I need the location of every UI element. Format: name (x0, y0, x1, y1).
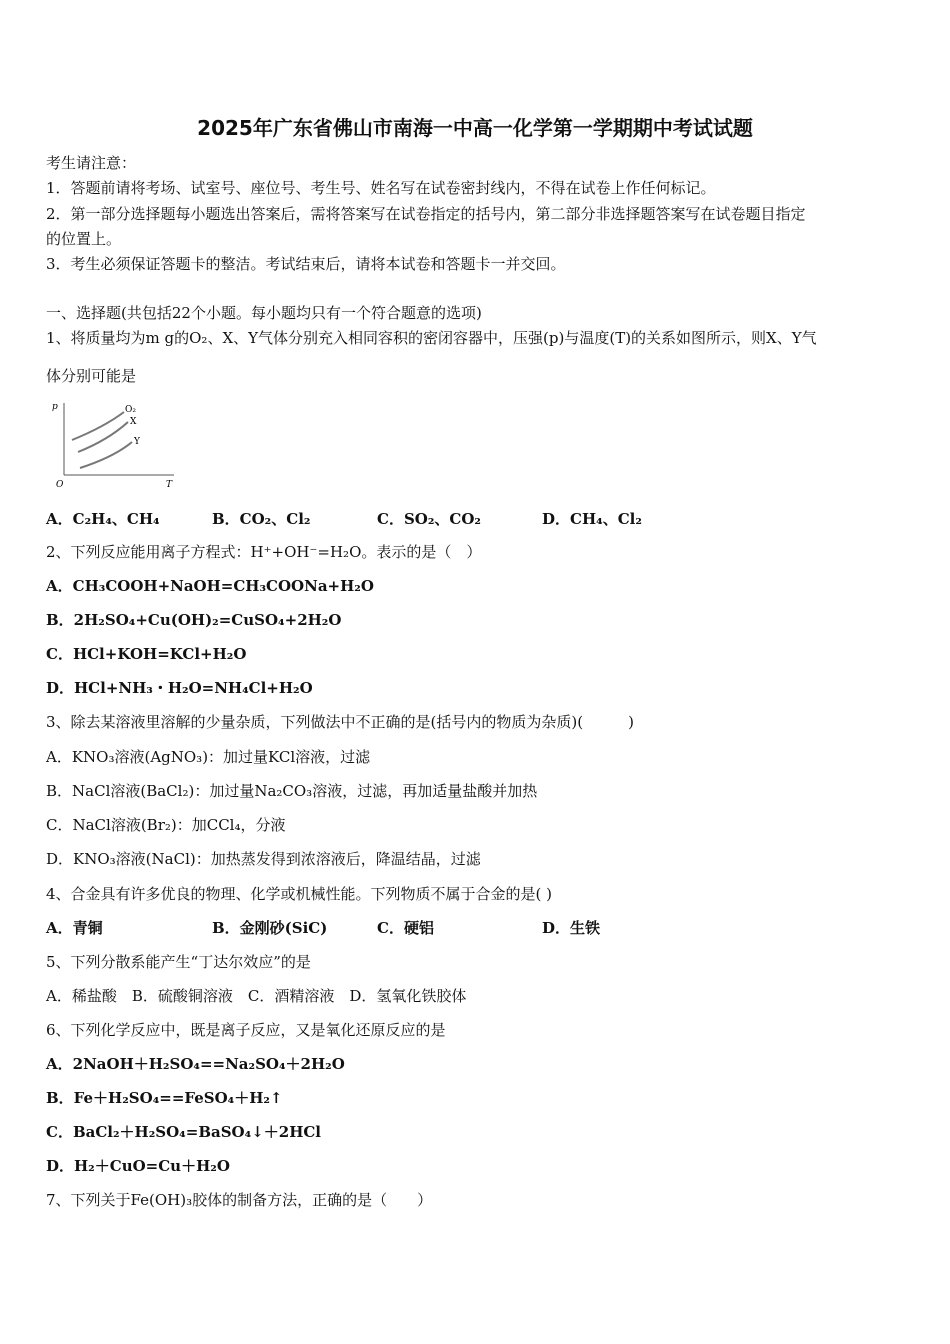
question-5-stem: 5、下列分散系能产生“丁达尔效应”的是 (46, 953, 311, 971)
q1-option-b: B．CO₂、Cl₂ (212, 510, 311, 528)
notice-item: 的位置上。 (46, 230, 122, 248)
q1-option-d: D．CH₄、Cl₂ (542, 510, 642, 528)
y-label: p (52, 402, 58, 412)
q4-option-a: A．青铜 (46, 919, 103, 937)
q4-option-b: B．金刚砂(SiC) (212, 919, 328, 937)
curve-label: Y (134, 437, 140, 447)
origin-label: O (56, 480, 64, 490)
q6-option-c: C．BaCl₂＋H₂SO₄=BaSO₄↓＋2HCl (46, 1123, 322, 1141)
q2-option-b: B．2H₂SO₄+Cu(OH)₂=CuSO₄+2H₂O (46, 611, 342, 629)
question-3-stem: 3、除去某溶液里溶解的少量杂质，下列做法中不正确的是(括号内的物质为杂质)( ) (46, 713, 634, 731)
q6-option-a: A．2NaOH＋H₂SO₄==Na₂SO₄＋2H₂O (46, 1055, 345, 1073)
q3-option-d: D．KNO₃溶液(NaCl)：加热蒸发得到浓溶液后，降温结晶，过滤 (46, 850, 481, 868)
curve-y (80, 442, 132, 468)
q1-option-c: C．SO₂、CO₂ (377, 510, 481, 528)
q2-option-d: D．HCl+NH₃・H₂O=NH₄Cl+H₂O (46, 679, 313, 697)
q6-option-d: D．H₂＋CuO=Cu＋H₂O (46, 1157, 230, 1175)
q4-option-c: C．硬铝 (377, 919, 434, 937)
question-4-stem: 4、合金具有许多优良的物理、化学或机械性能。下列物质不属于合金的是( ) (46, 885, 553, 903)
q3-option-b: B．NaCl溶液(BaCl₂)：加过量Na₂CO₃溶液，过滤，再加适量盐酸并加热 (46, 782, 538, 800)
notice-heading: 考生请注意： (46, 154, 137, 172)
q2-option-c: C．HCl+KOH=KCl+H₂O (46, 645, 247, 663)
curve-label: O₂ (125, 405, 136, 415)
q3-option-a: A．KNO₃溶液(AgNO₃)：加过量KCl溶液，过滤 (46, 748, 371, 766)
question-7-stem: 7、下列关于Fe(OH)₃胶体的制备方法，正确的是（ ） (46, 1191, 433, 1209)
q5-options: A．稀盐酸 B．硫酸铜溶液 C．酒精溶液 D．氢氧化铁胶体 (46, 987, 467, 1005)
question-1-stem: 1、将质量均为m g的O₂、X、Y气体分别充入相同容积的密闭容器中，压强(p)与温度(T)的关系如图所示，则X、Y气 (46, 329, 817, 347)
question-2-stem: 2、下列反应能用离子方程式：H⁺+OH⁻=H₂O。表示的是（ ） (46, 543, 482, 561)
notice-item: 3．考生必须保证答题卡的整洁。考试结束后，请将本试卷和答题卡一并交回。 (46, 255, 566, 273)
q4-option-d: D．生铁 (542, 919, 601, 937)
pressure-temperature-graph (44, 395, 184, 490)
q1-option-a: A．C₂H₄、CH₄ (46, 510, 160, 528)
curve-o2 (72, 412, 124, 440)
q6-option-b: B．Fe＋H₂SO₄==FeSO₄＋H₂↑ (46, 1089, 283, 1107)
q3-option-c: C．NaCl溶液(Br₂)：加CCl₄，分液 (46, 816, 286, 834)
question-1-stem-cont: 体分别可能是 (46, 367, 137, 385)
x-label: T (166, 480, 173, 490)
section-heading: 一、选择题(共包括22个小题。每小题均只有一个符合题意的选项) (46, 304, 482, 322)
notice-item: 2．第一部分选择题每小题选出答案后，需将答案写在试卷指定的括号内，第二部分非选择题答案写在试卷题目指定 (46, 205, 806, 223)
curve-label: X (130, 417, 137, 427)
question-6-stem: 6、下列化学反应中，既是离子反应，又是氧化还原反应的是 (46, 1021, 446, 1039)
notice-item: 1．答题前请将考场、试室号、座位号、考生号、姓名写在试卷密封线内，不得在试卷上作任何标记。 (46, 179, 716, 197)
page-title: 2025年广东省佛山市南海一中高一化学第一学期期中考试试题 (197, 116, 753, 140)
q2-option-a: A．CH₃COOH+NaOH=CH₃COONa+H₂O (46, 577, 374, 595)
